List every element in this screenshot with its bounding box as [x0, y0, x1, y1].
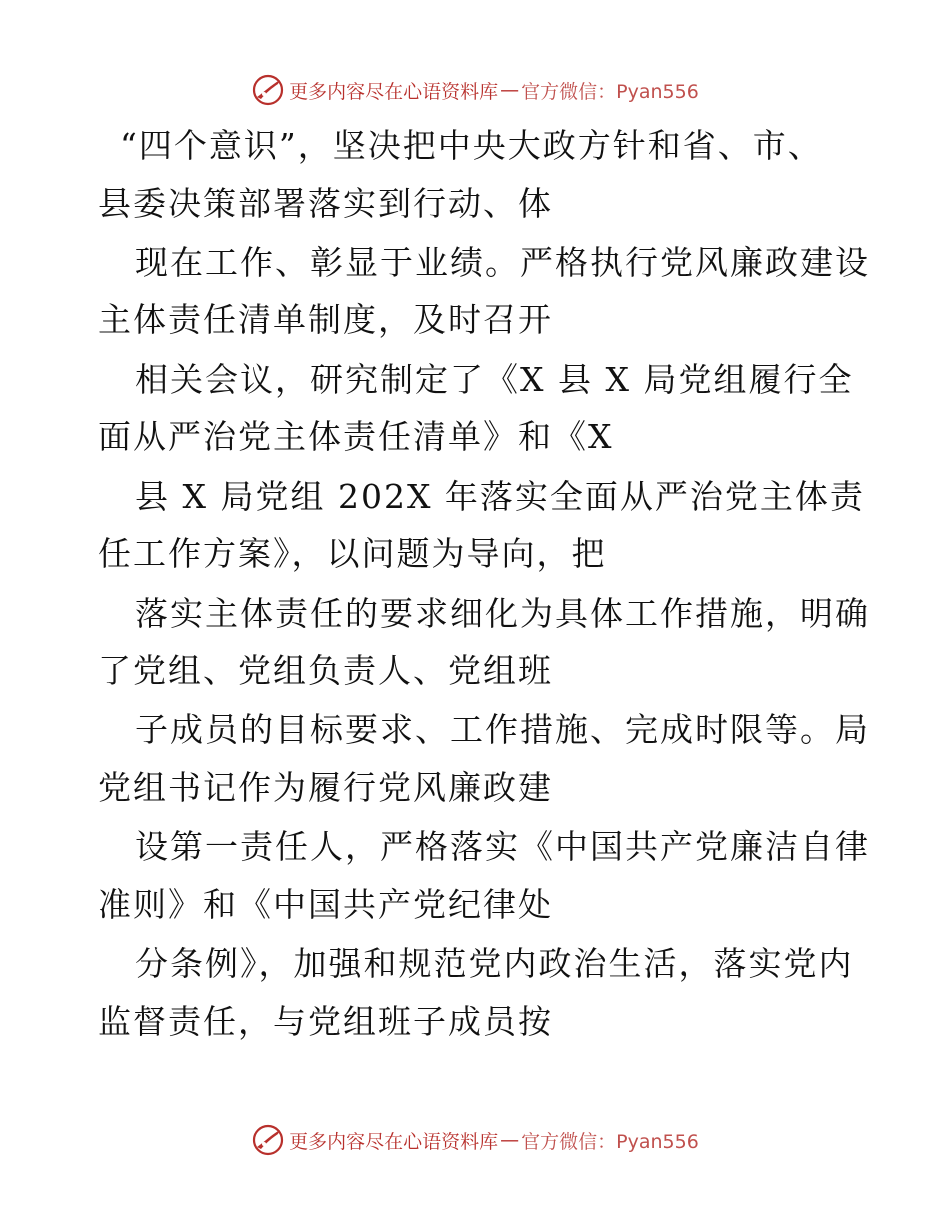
body-line: 监督责任，与党组班子成员按	[98, 1002, 553, 1041]
body-line: 准则》和《中国共产党纪律处	[98, 885, 553, 924]
body-line: 任工作方案》，以问题为导向，把	[98, 534, 607, 573]
banner-wechat: 官方微信：Pyan556	[521, 80, 699, 103]
body-line: 县委决策部署落实到行动、体	[98, 184, 553, 223]
banner-dash: —	[500, 79, 520, 101]
body-line: 设第一责任人，严格落实《中国共产党廉洁自律	[135, 827, 870, 866]
body-line: 现在工作、彰显于业绩。严格执行党风廉政建设	[135, 243, 870, 282]
footer-banner	[0, 1120, 950, 1160]
body-line: 子成员的目标要求、工作措施、完成时限等。局	[135, 710, 870, 749]
pen-nib-circle-logo-icon	[251, 1123, 285, 1157]
header-banner	[0, 70, 950, 110]
body-line: 落实主体责任的要求细化为具体工作措施，明确	[135, 594, 870, 633]
body-line: 分条例》，加强和规范党内政治生活，落实党内	[135, 944, 854, 983]
banner-dash: —	[500, 1129, 520, 1151]
body-line: 面从严治党主体责任清单》和《X	[98, 417, 614, 456]
body-line: 党组书记作为履行党风廉政建	[98, 768, 553, 807]
body-line: 主体责任清单制度，及时召开	[98, 300, 553, 339]
banner-text: 更多内容尽在心语资料库	[289, 1130, 499, 1153]
banner-text: 更多内容尽在心语资料库	[289, 80, 499, 103]
body-line: 相关会议，研究制定了《X 县 X 局党组履行全	[135, 360, 854, 399]
body-line: “四个意识”，坚决把中央大政方针和省、市、	[120, 126, 823, 165]
body-line: 县 X 局党组 202X 年落实全面从严治党主体责	[135, 477, 865, 516]
pen-nib-circle-logo-icon	[251, 73, 285, 107]
banner-wechat: 官方微信：Pyan556	[521, 1130, 699, 1153]
body-line: 了党组、党组负责人、党组班	[98, 651, 553, 690]
